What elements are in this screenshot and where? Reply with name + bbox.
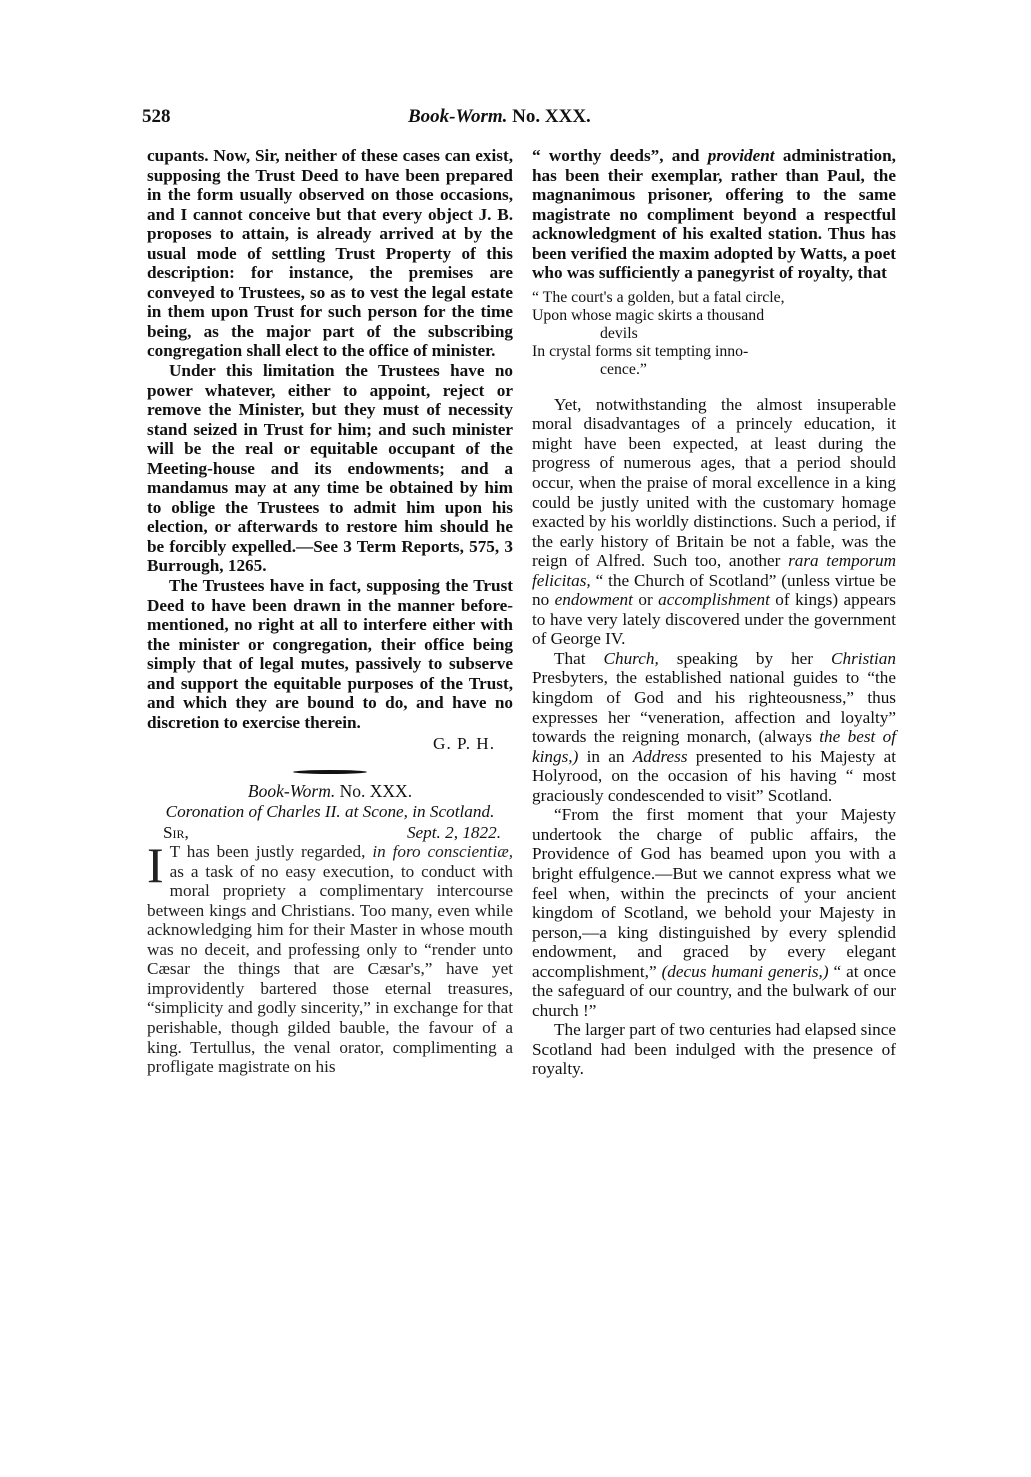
right-paragraph-2-text-a: Yet, notwithstanding the almost insuperable moral disadvantages of a princely education, it might have been expected, at least during the progress of numerous ages, that a period should occur, when the praise of moral excellence in a king could be justly united with the customary homage exacted by his worldly distinctions. Such a period, if the early history of Britain be not a fable, was the reign of Alfred. Such too, another — [532, 394, 896, 571]
dateline — [147, 823, 513, 843]
left-paragraph-4-text-b: as a task of no easy execution, to conduct with moral propriety a complimentary intercourse between kings and Christians. Too many, even while acknowledging him for their Master in whose mouth was no deceit, and professing only to “render unto Cæsar the things that are Cæsar's,” have yet improvidently bartered those eternal treasures, “simplicity and godly sincerity,” in exchange for that perishable, though gilded bauble, the favour of a king. Tertullus, the venal orator, complimenting a profligate magistrate on his — [147, 861, 513, 1077]
section-subtitle: Coronation of Charles II. at Scone, in Scotland. — [165, 801, 495, 821]
left-column — [147, 146, 513, 1077]
right-paragraph-3-christian: Christian — [831, 648, 896, 668]
right-paragraph-2-text-c: or — [632, 590, 659, 610]
left-paragraph-3: The Trustees have in fact, supposing the Trust Deed to have been drawn in the manner before-mentioned, no right at all to interfere either with the minister or congregation, their office being simply that of legal mutes, passively to subserve and support the equitable purposes of the Trust, and which they are bound to do, and have no discretion to exercise therein. — [147, 576, 513, 732]
right-paragraph-4-text-a: “From the first moment that your Majesty undertook the charge of public affairs, the Providence of God has beamed upon you with a bright effulgence.—But we cannot express what we feel when, within the precincts of your ancient kingdom of Scotland, we behold your Majesty in person,—a king distinguished by every splendid endowment, and graced by every elegant accomplishment,” — [532, 805, 896, 981]
right-paragraph-4-decus: (decus humani generis,) — [661, 961, 829, 981]
section-title — [147, 782, 513, 802]
right-paragraph-2-text-b: “ the Church of Scotland” (unless virtue be no — [532, 570, 896, 610]
right-paragraph-3-text-b: speaking by her — [658, 648, 832, 668]
left-paragraph-2: Under this limitation the Trustees have no power whatever, either to appoint, reject or remove the Minister, but they must of necessity stand seized in Trust for him; and such minister will be the real or equitable occupant of the Meeting-house and its endowments; and a mandamus may at any time be obtained by him to oblige the Trustees to admit him upon his election, or afterwards to restore him should he be forcibly expelled.—See 3 Term Reports, 575, 3 Burrough, 1265. — [147, 361, 513, 576]
running-head-issue: No. XXX. — [512, 106, 591, 127]
verse-line-2: Upon whose magic skirts a thousand — [532, 306, 765, 324]
verse-quotation — [532, 289, 896, 379]
section-divider — [293, 770, 367, 774]
verse-line-1: “ The court's a golden, but a fatal circle, — [532, 288, 785, 306]
left-paragraph-1: cupants. Now, Sir, neither of these cases can exist, supposing the Trust Deed to have been prepared in the form usually observed on those occasions, and I cannot conceive but that every object J. B. proposes to attain, is already arrived at by the usual mode of settling Trust Property of this description: for instance, the premises are conveyed to Trustees, so as to vest the legal estate in them upon Trust for such person for the time being, as the major part of the subscribing congregation shall elect to the office of minister. — [147, 146, 513, 361]
right-paragraph-2 — [532, 395, 896, 649]
right-paragraph-3-address: Address — [632, 746, 688, 766]
running-head — [408, 106, 591, 128]
right-paragraph-3 — [532, 649, 896, 805]
right-paragraph-3-text-e: presented to his Majesty at Holyrood, on the occasion of his having “ most graciously condescended to visit” Scotland. — [532, 746, 896, 805]
right-paragraph-3-church: Church, — [603, 648, 659, 668]
right-paragraph-2-endowment: endowment — [554, 590, 633, 610]
salutation: Sir, — [163, 822, 189, 842]
right-paragraph-1-text-b: administration, has been their exemplar, rather than Paul, the magnanimous prisoner, offering to the same magistrate no compliment beyond a respectful acknowledgment of his exalted station. Thus has been verified the maxim adopted by Watts, a poet who was sufficiently a panegyrist of royalty, that — [532, 146, 896, 283]
right-paragraph-1-text-a: “ worthy deeds”, and — [532, 146, 708, 165]
right-paragraph-1 — [532, 146, 896, 283]
right-paragraph-3-text-c: Presbyters, the established national guides to “the kingdom of God and his righteousness,” thus expresses her “veneration, affection and loyalty” towards the reigning monarch, (always — [532, 668, 896, 747]
letter-date: Sept. 2, 1822. — [406, 822, 501, 842]
right-paragraph-4 — [532, 805, 896, 1020]
right-paragraph-2-rara: rara temporum felicitas, — [532, 551, 896, 590]
right-paragraph-3-text-d: in an — [578, 746, 633, 766]
left-paragraph-4 — [147, 837, 513, 1077]
section-title-number: No. XXX. — [339, 780, 413, 801]
running-head-journal: Book-Worm. — [408, 106, 508, 127]
right-paragraph-4-text-b: “ at once the safeguard of our country, and the bulwark of our church !” — [532, 961, 897, 1020]
verse-line-3: In crystal forms sit tempting inno- — [532, 342, 749, 360]
right-paragraph-3-text-a: That — [554, 648, 604, 668]
right-paragraph-3-best-of-kings: the best of kings,) — [532, 727, 896, 766]
verse-line-3-continuation: cence.” — [600, 360, 647, 378]
section-title-journal: Book-Worm. — [247, 780, 336, 801]
page-number: 528 — [142, 106, 171, 127]
right-column — [532, 146, 896, 1079]
left-paragraph-4-foro: in foro conscientiæ, — [372, 842, 513, 862]
left-paragraph-4-text-a: T has been justly regarded, — [169, 842, 373, 862]
drop-cap: I — [147, 837, 164, 894]
right-paragraph-2-text-d: of kings) appears to have very lately discovered under the government of George IV. — [532, 590, 896, 649]
right-paragraph-5: The larger part of two centuries had elapsed since Scotland had been indulged with the presence of royalty. — [532, 1020, 896, 1079]
verse-line-2-continuation: devils — [600, 324, 638, 342]
signature: G. P. H. — [433, 734, 495, 754]
right-paragraph-1-provident: provident — [707, 146, 775, 165]
right-paragraph-2-accomplishment: accomplishment — [658, 590, 770, 610]
